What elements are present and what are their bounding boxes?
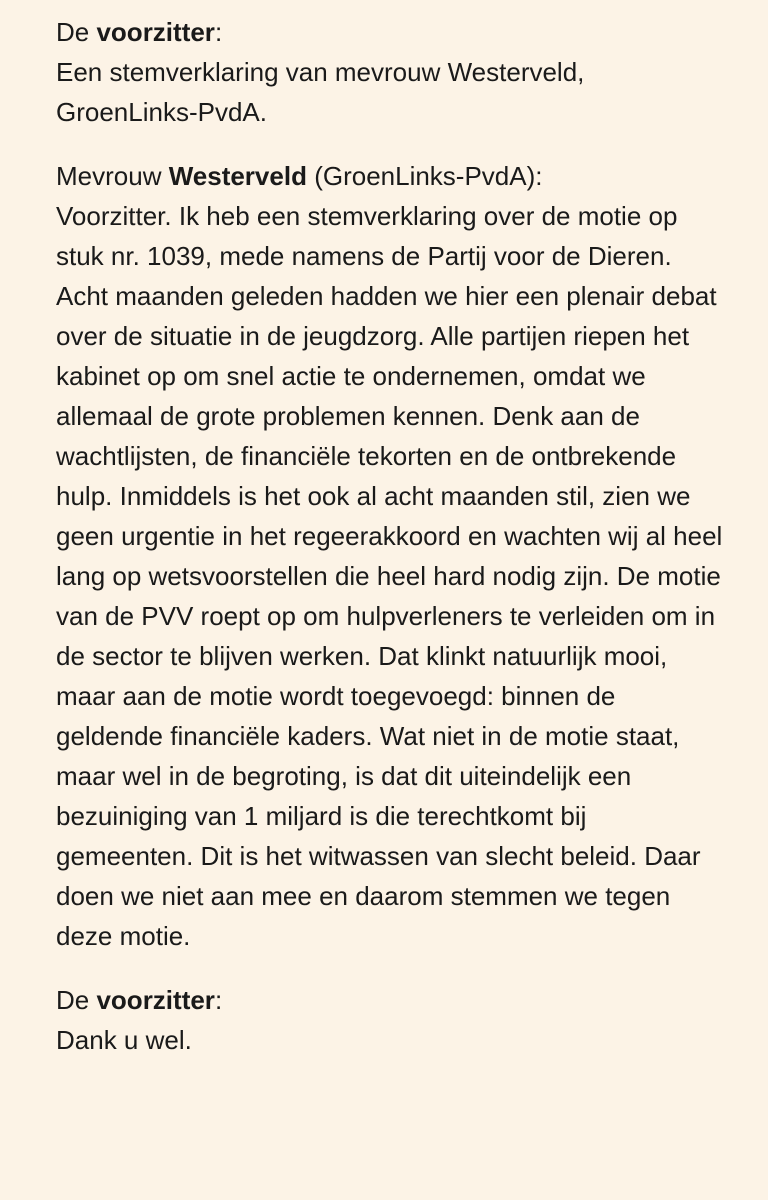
speaker-line: [56, 156, 728, 196]
speech-text: Dank u wel.: [56, 1025, 192, 1055]
speaker-line: [56, 980, 728, 1020]
speaker-suffix: :: [214, 17, 223, 47]
speaker-name: Westerveld: [168, 161, 307, 191]
speaker-prefix: De: [56, 17, 97, 47]
speaker-suffix: (GroenLinks-PvdA):: [306, 161, 543, 191]
speaker-suffix: :: [214, 985, 223, 1015]
speaker-name: voorzitter: [96, 17, 215, 47]
speech-block-westerveld: [56, 156, 728, 956]
speaker-name: voorzitter: [96, 985, 215, 1015]
speech-block-chair-2: [56, 980, 728, 1060]
speaker-prefix: De: [56, 985, 97, 1015]
speaker-prefix: Mevrouw: [56, 161, 169, 191]
speaker-line: [56, 12, 728, 52]
speech-block-chair-1: [56, 12, 728, 132]
speech-text: Voorzitter. Ik heb een stemverklaring over de motie op stuk nr. 1039, mede namens de Partij voor de Dieren. Acht maanden geleden hadden we hier een plenair debat over de situatie in de jeugdzorg. Alle partijen riepen het kabinet op om snel actie te ondernemen, omdat we allemaal de grote problemen kennen. Denk aan de wachtlijsten, de financiële tekorten en de ontbrekende hulp. Inmiddels is het ook al acht maanden stil, zien we geen urgentie in het regeerakkoord en wachten wij al heel lang op wetsvoorstellen die heel hard nodig zijn. De motie van de PVV roept op om hulpverleners te verleiden om in de sector te blijven werken. Dat klinkt natuurlijk mooi, maar aan de motie wordt toegevoegd: binnen de geldende financiële kaders. Wat niet in de motie staat, maar wel in de begroting, is dat dit uiteindelijk een bezuiniging van 1 miljard is die terechtkomt bij gemeenten. Dit is het witwassen van slecht beleid. Daar doen we niet aan mee en daarom stemmen we tegen deze motie.: [56, 201, 723, 951]
speech-text: Een stemverklaring van mevrouw Westerveld, GroenLinks-PvdA.: [56, 57, 585, 127]
